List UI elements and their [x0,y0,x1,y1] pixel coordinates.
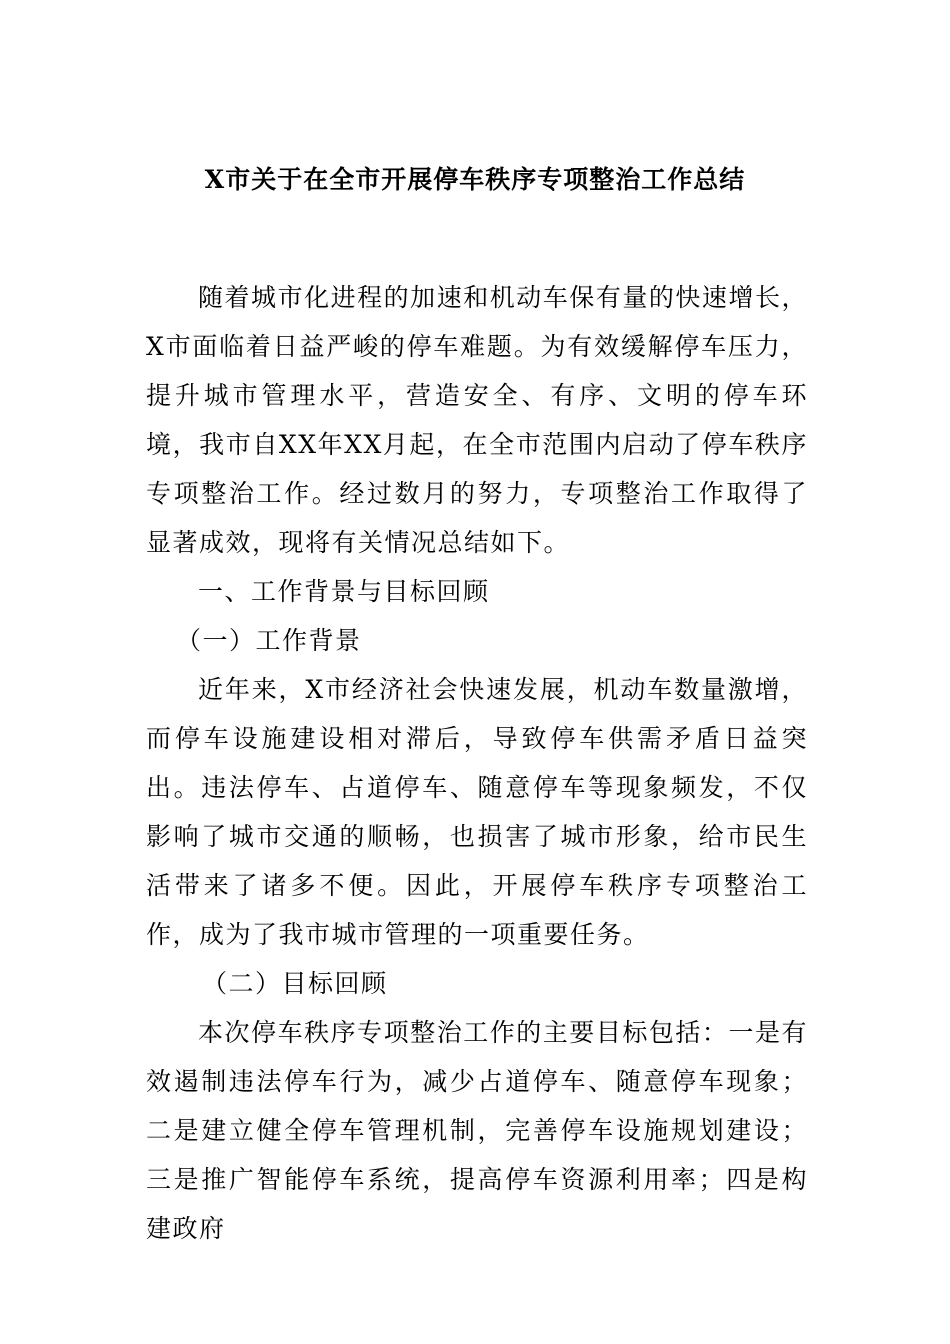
subsection-1-heading: （一）工作背景 [176,626,362,655]
section-1-heading: 一、工作背景与目标回顾 [198,577,490,606]
document-body [146,273,808,1253]
document-title: X市关于在全市开展停车秩序专项整治工作总结 [204,165,746,194]
subsection-1-paragraph: 近年来，X市经济社会快速发展，机动车数量激增，而停车设施建设相对滞后，导致停车供需矛盾日益突出。违法停车、占道停车、随意停车等现象频发，不仅影响了城市交通的顺畅，也损害了城市形象，给市民生活带来了诸多不便。因此，开展停车秩序专项整治工作，成为了我市城市管理的一项重要任务。 [146,675,808,949]
subsection-2-heading: （二）目标回顾 [202,969,388,998]
subsection-2-paragraph: 本次停车秩序专项整治工作的主要目标包括：一是有效遏制违法停车行为，减少占道停车、随意停车现象；二是建立健全停车管理机制，完善停车设施规划建设；三是推广智能停车系统，提高停车资源利用率；四是构建政府 [146,1018,808,1243]
intro-paragraph: 随着城市化进程的加速和机动车保有量的快速增长，X市面临着日益严峻的停车难题。为有效缓解停车压力，提升城市管理水平，营造安全、有序、文明的停车环境，我市自XX年XX月起，在全市范围内启动了停车秩序专项整治工作。经过数月的努力，专项整治工作取得了显著成效，现将有关情况总结如下。 [146,283,808,557]
